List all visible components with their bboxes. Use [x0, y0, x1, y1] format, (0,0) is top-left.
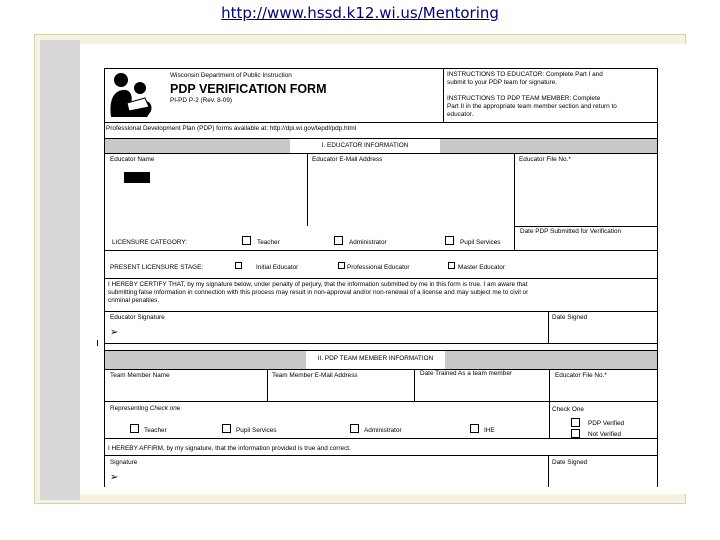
- educator-email-label: Educator E-Mail Address: [312, 156, 383, 163]
- professional-educator-checkbox[interactable]: [338, 262, 345, 269]
- part2-heading: II. PDP TEAM MEMBER INFORMATION: [317, 355, 434, 362]
- team-file-no-field[interactable]: [550, 369, 658, 401]
- rep-teacher-checkbox[interactable]: [130, 424, 139, 433]
- date-submitted-label: Date PDP Submitted for Verification: [520, 228, 622, 235]
- team-member-email-label: Team Member E-Mail Address: [272, 372, 358, 379]
- educator-file-no-label: Educator File No.*: [519, 156, 571, 163]
- date-signed-field[interactable]: [549, 311, 658, 343]
- representing-label: Representing Check one: [110, 405, 181, 412]
- rep-pupil-services-checkbox[interactable]: [222, 424, 231, 433]
- form-title: PDP VERIFICATION FORM: [170, 82, 327, 96]
- pdp-verified-checkbox[interactable]: [571, 418, 580, 427]
- date-trained-label: Date Trained As a team member: [420, 370, 512, 377]
- not-verified-label: Not Verified: [588, 431, 622, 438]
- administrator-checkbox[interactable]: [334, 236, 343, 245]
- team-signature-field[interactable]: [104, 455, 548, 487]
- check-one-label: Check One: [552, 406, 584, 413]
- educator-name-field[interactable]: [104, 153, 307, 226]
- educator-file-no-field[interactable]: [515, 153, 658, 226]
- rep-administrator-checkbox[interactable]: [350, 424, 359, 433]
- initial-educator-checkbox[interactable]: [235, 262, 242, 269]
- affirm-text: I HEREBY AFFIRM, by my signature, that the information provided is true and correct.: [108, 445, 351, 452]
- category-pupil-services-label: Pupil Services: [460, 239, 501, 246]
- licensure-stage-label: PRESENT LICENSURE STAGE:: [110, 264, 204, 271]
- instruction-line: educator.: [447, 111, 474, 118]
- department-name: Wisconsin Department of Public Instruction: [170, 72, 292, 79]
- instruction-line: INSTRUCTIONS TO PDP TEAM MEMBER: Complete: [447, 95, 601, 102]
- instruction-line: Part II in the appropriate team member section and return to: [447, 103, 617, 110]
- part1-heading: I. EDUCATOR INFORMATION: [321, 142, 409, 149]
- signature-arrow-icon: ➢: [110, 327, 119, 338]
- section-band: [440, 139, 658, 153]
- stage-master-label: Master Educator: [458, 264, 505, 271]
- educator-email-field[interactable]: [308, 153, 514, 226]
- pdp-forms-note: Professional Development Plan (PDP) forms available at: http://dpi.wi.gov/tepdl/pdp.html: [106, 125, 357, 132]
- date-signed-label: Date Signed: [552, 314, 588, 321]
- team-file-no-label: Educator File No.*: [555, 372, 607, 379]
- signature-arrow-icon: ➢: [110, 472, 119, 483]
- team-member-name-field[interactable]: [104, 369, 267, 401]
- side-shadow: [40, 40, 80, 500]
- section-band: [104, 139, 290, 153]
- teacher-checkbox[interactable]: [242, 236, 251, 245]
- header-link[interactable]: http://www.hssd.k12.wi.us/Mentoring: [221, 4, 499, 22]
- rep-pupil-services-label: Pupil Services: [236, 427, 277, 434]
- instruction-line: INSTRUCTIONS TO EDUCATOR: Complete Part I and: [447, 71, 603, 78]
- pdp-verified-label: PDP Verified: [588, 420, 625, 427]
- educator-name-label: Educator Name: [110, 156, 155, 163]
- rep-administrator-label: Administrator: [364, 427, 402, 434]
- section-band: [104, 351, 306, 369]
- stage-initial-label: Initial Educator: [256, 264, 299, 271]
- dpi-logo-icon: [107, 71, 155, 121]
- rep-ihe-label: IHE: [484, 427, 495, 434]
- pdp-verification-form: [80, 44, 686, 494]
- licensure-category-label: LICENSURE CATEGORY:: [112, 239, 188, 246]
- team-member-name-label: Team Member Name: [110, 372, 170, 379]
- team-signature-label: Signature: [110, 459, 138, 466]
- instruction-line: submit to your PDP team for signature.: [447, 79, 557, 86]
- master-educator-checkbox[interactable]: [448, 262, 455, 269]
- rep-ihe-checkbox[interactable]: [470, 424, 479, 433]
- team-member-email-field[interactable]: [268, 369, 414, 401]
- certify-text: criminal penalties.: [108, 297, 160, 304]
- stage-professional-label: Professional Educator: [347, 264, 410, 271]
- educator-signature-label: Educator Signature: [110, 314, 165, 321]
- date-trained-field[interactable]: [415, 369, 549, 401]
- certify-text: submitting false information in connection with this process may result in non-approval and/or non-renewal of a license and may subject me to civil or: [108, 289, 529, 296]
- page-mark: [97, 340, 101, 346]
- form-number: PI-PD P-2 (Rev. 8-09): [170, 97, 233, 104]
- certify-text: I HEREBY CERTIFY THAT, by my signature below, under penalty of perjury, that the information submitted by me in this form is true. I am aware that: [108, 281, 528, 288]
- section-band: [445, 351, 658, 369]
- team-date-signed-label: Date Signed: [552, 459, 588, 466]
- educator-signature-field[interactable]: [104, 311, 548, 343]
- not-verified-checkbox[interactable]: [571, 429, 580, 438]
- team-date-signed-field[interactable]: [549, 455, 658, 487]
- rep-teacher-label: Teacher: [144, 427, 167, 434]
- pupil-services-checkbox[interactable]: [445, 236, 454, 245]
- category-teacher-label: Teacher: [257, 239, 280, 246]
- category-administrator-label: Administrator: [349, 239, 387, 246]
